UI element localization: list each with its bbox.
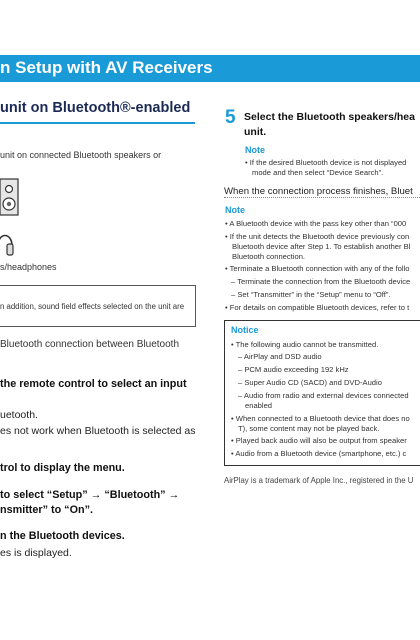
trademark-text: AirPlay is a trademark of Apple Inc., registered in the U [224, 476, 414, 485]
notice-item: – PCM audio exceeding 192 kHz [238, 365, 349, 374]
note1-cont: mode and then select “Device Search”. [252, 168, 384, 177]
notice-item: enabled [245, 401, 273, 410]
notice-label: Notice [231, 325, 259, 335]
step-b-title: trol to display the menu. [0, 462, 125, 474]
note2-item: Bluetooth device after Step 1. To establish another Bl [232, 242, 411, 251]
note2-item: • A Bluetooth device with the pass key other than “000 [225, 219, 407, 228]
banner-title: n Setup with AV Receivers [0, 58, 213, 77]
notice-item: • The following audio cannot be transmitted. [231, 340, 379, 349]
note2-item: • Terminate a Bluetooth connection with any of the follo [225, 264, 410, 273]
finish-text: When the connection process finishes, Bluet [224, 186, 413, 197]
note2-item: • If the unit detects the Bluetooth device previously con [225, 232, 410, 241]
step-title-2: unit. [244, 126, 267, 138]
speaker-icon [0, 178, 20, 216]
left-heading: unit on Bluetooth®-enabled [0, 100, 191, 116]
left-heading-rule [0, 122, 195, 124]
notice-item: • Played back audio will also be output from speaker [231, 436, 407, 445]
notice-item: • Audio from a Bluetooth device (smartphone, etc.) c [231, 449, 407, 458]
step-a-sub1: uetooth. [0, 409, 38, 421]
step-number: 5 [225, 107, 236, 128]
info-box-text: n addition, sound field effects selected on the unit are [0, 302, 185, 311]
step-a-sub2: es not work when Bluetooth is selected as [0, 425, 196, 437]
step-a-title: the remote control to select an input [0, 378, 187, 390]
notice-item: – AirPlay and DSD audio [238, 352, 322, 361]
step-title-1: Select the Bluetooth speakers/hea [244, 111, 415, 123]
headphones-label: s/headphones [0, 262, 57, 272]
note1-item: • If the desired Bluetooth device is not displayed [245, 158, 407, 167]
notice-item: – Super Audio CD (SACD) and DVD-Audio [238, 378, 382, 387]
left-intro: unit on connected Bluetooth speakers or [0, 150, 162, 160]
notice-item: – Audio from radio and external devices connected [238, 391, 409, 400]
step-d-title: n the Bluetooth devices. [0, 530, 125, 542]
note2-item: Bluetooth connection. [232, 252, 306, 261]
divider [224, 197, 420, 198]
connection-text: Bluetooth connection between Bluetooth [0, 339, 180, 350]
headphones-icon [0, 228, 14, 258]
step-c-title-2: nsmitter” to “On”. [0, 504, 93, 516]
notice-item: T), some content may not be played back. [238, 424, 380, 433]
notice-item: • When connected to a Bluetooth device that does no [231, 414, 410, 423]
note2-item: – Set “Transmitter” in the “Setup” menu to “Off”. [231, 290, 391, 299]
note2-item: – Terminate the connection from the Bluetooth device [231, 277, 411, 286]
step-c-title-1: to select “Setup” → “Bluetooth” → [0, 489, 180, 501]
note2-item: • For details on compatible Bluetooth devices, refer to t [225, 303, 410, 312]
note1-label: Note [245, 145, 265, 155]
step-d-sub: es is displayed. [0, 547, 72, 559]
note2-label: Note [225, 205, 245, 215]
